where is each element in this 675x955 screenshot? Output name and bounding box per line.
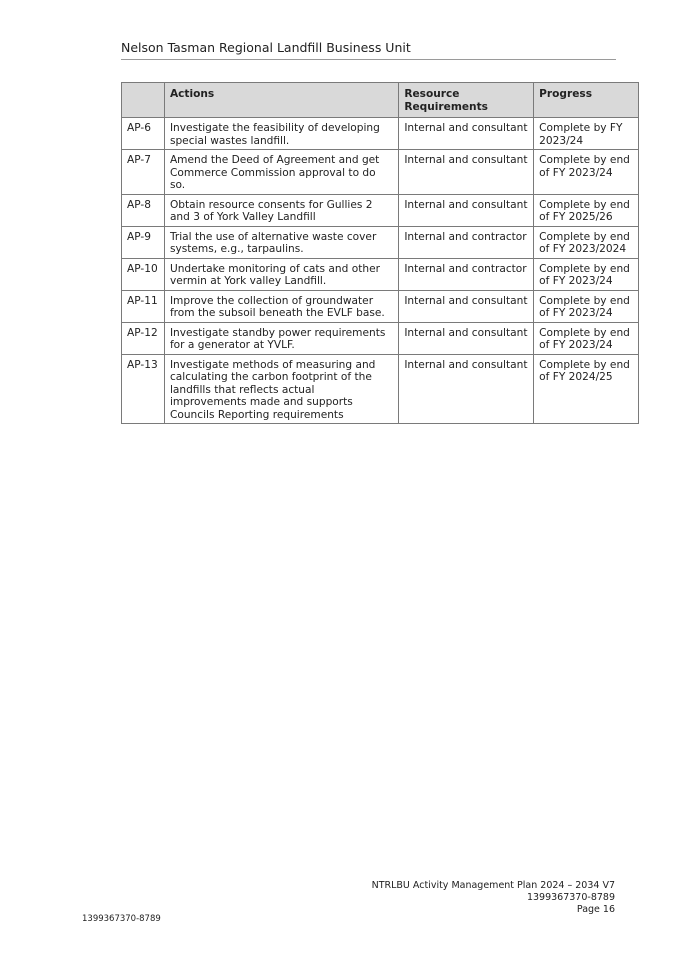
row-progress: Complete by end of FY 2023/24 <box>534 150 639 195</box>
row-resource: Internal and consultant <box>399 150 534 195</box>
row-resource: Internal and consultant <box>399 194 534 226</box>
row-action: Amend the Deed of Agreement and get Commerce Commission approval to do so. <box>164 150 398 195</box>
row-id: AP-10 <box>122 258 165 290</box>
row-resource: Internal and consultant <box>399 354 534 424</box>
row-id: AP-13 <box>122 354 165 424</box>
row-resource: Internal and consultant <box>399 118 534 150</box>
table-row <box>122 354 639 424</box>
row-id: AP-8 <box>122 194 165 226</box>
column-header-resource: Resource Requirements <box>399 83 534 118</box>
table-row <box>122 258 639 290</box>
footer-reference: 1399367370-8789 <box>526 892 615 903</box>
page-header: Nelson Tasman Regional Landfill Business Unit <box>121 40 616 60</box>
table-header-row <box>122 83 639 118</box>
row-resource: Internal and contractor <box>399 226 534 258</box>
row-progress: Complete by FY 2023/24 <box>534 118 639 150</box>
table-row <box>122 194 639 226</box>
row-action: Investigate standby power requirements for a generator at YVLF. <box>164 322 398 354</box>
page-footer <box>372 880 615 916</box>
row-action: Investigate methods of measuring and calculating the carbon footprint of the landfills that reflects actual improvements made and supports Councils Reporting requirements <box>164 354 398 424</box>
page-number: Page 16 <box>576 904 615 915</box>
row-progress: Complete by end of FY 2023/2024 <box>534 226 639 258</box>
row-id: AP-11 <box>122 290 165 322</box>
table-row <box>122 290 639 322</box>
table-row <box>122 226 639 258</box>
row-action: Undertake monitoring of cats and other vermin at York valley Landfill. <box>164 258 398 290</box>
row-id: AP-12 <box>122 322 165 354</box>
column-header-progress: Progress <box>534 83 639 118</box>
table-row <box>122 322 639 354</box>
row-resource: Internal and contractor <box>399 258 534 290</box>
row-progress: Complete by end of FY 2025/26 <box>534 194 639 226</box>
row-progress: Complete by end of FY 2023/24 <box>534 322 639 354</box>
row-resource: Internal and consultant <box>399 322 534 354</box>
row-resource: Internal and consultant <box>399 290 534 322</box>
row-progress: Complete by end of FY 2023/24 <box>534 258 639 290</box>
row-progress: Complete by end of FY 2024/25 <box>534 354 639 424</box>
row-action: Improve the collection of groundwater from the subsoil beneath the EVLF base. <box>164 290 398 322</box>
footer-plan-title: NTRLBU Activity Management Plan 2024 – 2034 V7 <box>371 880 615 891</box>
row-action: Investigate the feasibility of developing special wastes landfill. <box>164 118 398 150</box>
column-header-id <box>122 83 165 118</box>
row-id: AP-6 <box>122 118 165 150</box>
row-id: AP-7 <box>122 150 165 195</box>
table-row <box>122 150 639 195</box>
row-id: AP-9 <box>122 226 165 258</box>
document-id: 1399367370-8789 <box>82 914 161 924</box>
row-progress: Complete by end of FY 2023/24 <box>534 290 639 322</box>
column-header-actions: Actions <box>164 83 398 118</box>
action-plan-table <box>121 82 639 424</box>
row-action: Obtain resource consents for Gullies 2 and 3 of York Valley Landfill <box>164 194 398 226</box>
row-action: Trial the use of alternative waste cover systems, e.g., tarpaulins. <box>164 226 398 258</box>
table-row <box>122 118 639 150</box>
